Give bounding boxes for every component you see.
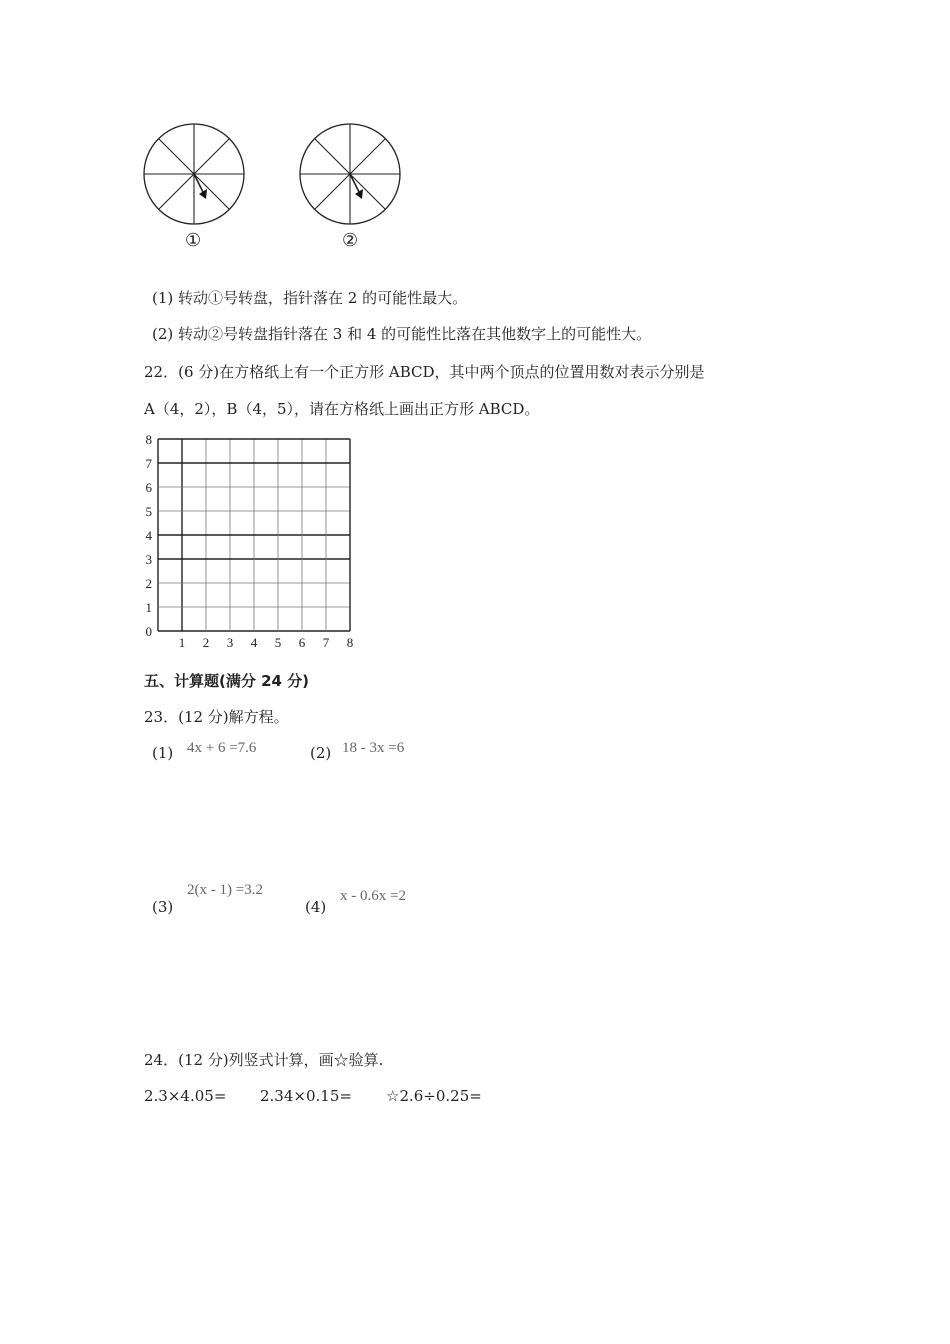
q21-part2: (2) 转动②号转盘指针落在 3 和 4 的可能性比落在其他数字上的可能性大。: [152, 325, 652, 343]
q24-item3: ☆2.6÷0.25=: [386, 1087, 482, 1105]
x-tick-label: 5: [274, 635, 282, 650]
x-tick-label: 7: [322, 635, 330, 650]
x-tick-label: 8: [346, 635, 354, 650]
y-tick-label: 2: [145, 576, 152, 591]
q24-item2: 2.34×0.15=: [260, 1087, 352, 1105]
q22-line2: A（4，2），B（4，5），请在方格纸上画出正方形 ABCD。: [144, 400, 540, 418]
x-tick-label: 3: [226, 635, 234, 650]
y-tick-label: 3: [145, 552, 152, 567]
q23-item1-label: (1): [152, 744, 174, 762]
q24-item1: 2.3×4.05=: [144, 1087, 227, 1105]
q24-title: 24．(12 分)列竖式计算，画☆验算.: [144, 1051, 384, 1069]
spinner-1: [140, 122, 250, 230]
q23-item3-label: (3): [152, 898, 174, 916]
x-tick-label: 4: [250, 635, 258, 650]
q23-item2-equation: 18 - 3x =6: [342, 740, 405, 756]
y-tick-label: 5: [145, 504, 152, 519]
spinner-1-label: ①: [185, 230, 202, 251]
y-tick-label: 7: [145, 456, 152, 471]
coordinate-grid: [140, 430, 365, 655]
q23-item3-equation: 2(x - 1) =3.2: [187, 882, 263, 898]
q23-title: 23．(12 分)解方程。: [144, 708, 289, 726]
y-tick-label: 1: [145, 600, 152, 615]
y-tick-label: 8: [145, 432, 152, 447]
y-tick-label: 0: [145, 624, 152, 639]
q23-item4-equation: x - 0.6x =2: [340, 888, 406, 904]
q21-part1: (1) 转动①号转盘，指针落在 2 的可能性最大。: [152, 289, 468, 307]
y-tick-label: 4: [145, 528, 152, 543]
q23-item2-label: (2): [310, 744, 332, 762]
x-tick-label: 1: [178, 635, 186, 650]
x-tick-label: 2: [202, 635, 210, 650]
section-5-title: 五、计算题(满分 24 分): [144, 672, 310, 690]
y-tick-label: 6: [145, 480, 152, 495]
q23-item1-equation: 4x + 6 =7.6: [187, 740, 257, 756]
q23-item4-label: (4): [305, 898, 327, 916]
x-tick-label: 6: [298, 635, 306, 650]
q22-line1: 22．(6 分)在方格纸上有一个正方形 ABCD，其中两个顶点的位置用数对表示分别是: [144, 363, 705, 381]
spinner-2: [296, 122, 406, 230]
spinner-2-label: ②: [342, 230, 359, 251]
